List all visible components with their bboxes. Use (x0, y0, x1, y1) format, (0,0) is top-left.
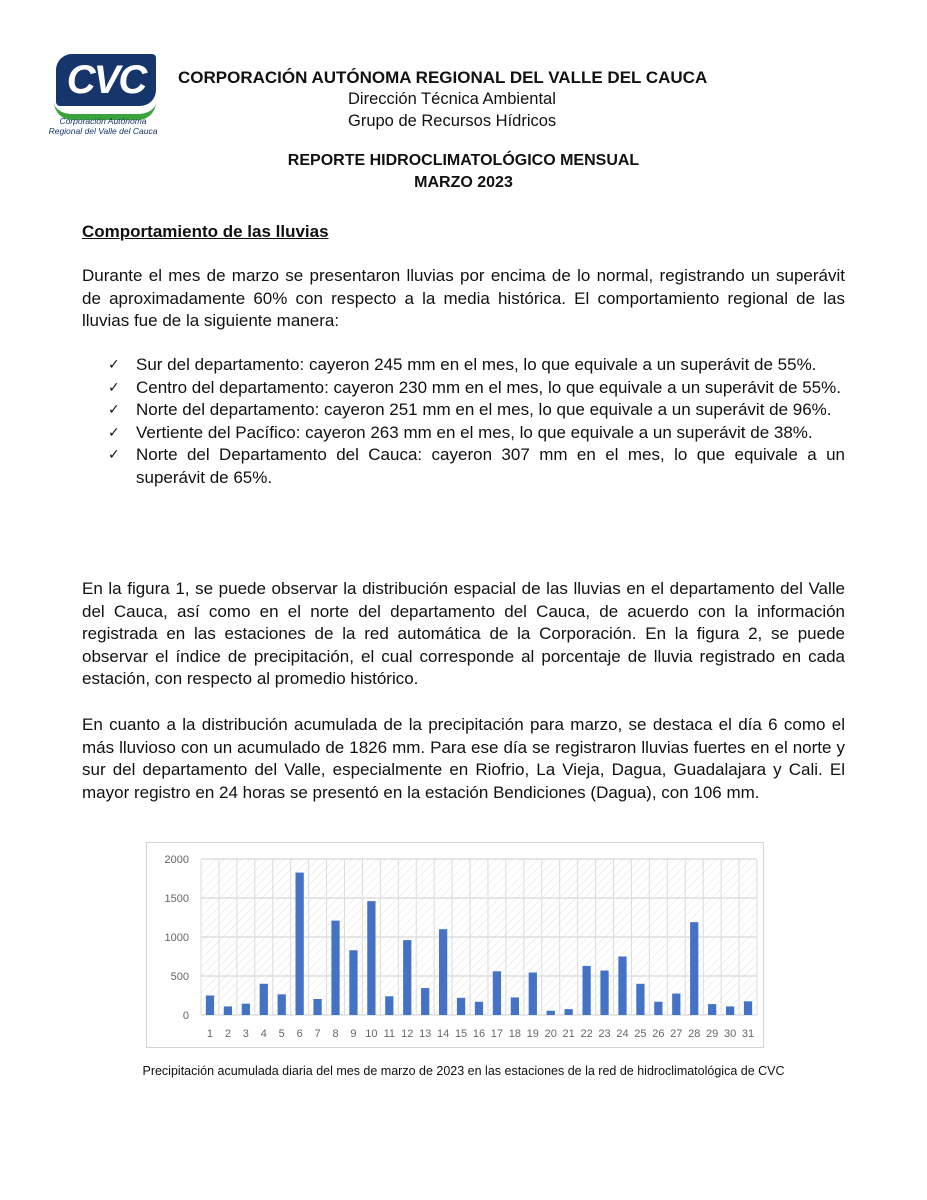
check-icon: ✓ (108, 447, 120, 463)
regional-rainfall-list (108, 354, 845, 489)
y-tick-labels (165, 854, 189, 1022)
accumulated-paragraph: En cuanto a la distribución acumulada de la precipitación para marzo, se destaca el día 6 como el más lluvioso con un acumulado de 1826 mm. Para ese día se registraron lluvias fuertes en el norte y sur del departamento del Valle, especialmente en Riofrio, La Vieja, Dagua, Guadalajara y Cali. El mayor registro en 24 horas se presentó en la estación Bendiciones (Dagua), con 106 mm. (82, 715, 845, 802)
x-tick-label: 1 (206, 1028, 214, 1040)
x-tick-label: 6 (296, 1028, 303, 1040)
list-item-text: Centro del departamento: cayeron 230 mm en el mes, lo que equivale a un superávit de 55%. (136, 377, 841, 397)
x-tick-label: 3 (242, 1028, 249, 1040)
bar-day-25 (636, 984, 644, 1015)
bar-day-8 (331, 921, 339, 1015)
x-tick-label: 11 (383, 1028, 396, 1040)
section-title: Comportamiento de las lluvias (82, 222, 329, 241)
bar-day-16 (475, 1002, 483, 1015)
figures-paragraph: En la figura 1, se puede observar la distribución espacial de las lluvias en el departamento del Valle del Cauca, así como en el norte del departamento del Cauca, de acuerdo con la información registrada en las estaciones de la red automática de la Corporación. En la figura 2, se puede observar el índice de precipitación, el cual corresponde al porcentaje de lluvia registrado en cada estación, con respecto al promedio histórico. (82, 579, 845, 688)
list-item-text: Norte del Departamento del Cauca: cayeron 307 mm en el mes, lo que equivale a un superávit de 65%. (136, 445, 845, 487)
list-item-text: Vertiente del Pacífico: cayeron 263 mm en el mes, lo que equivale a un superávit de 38%. (136, 422, 813, 442)
bar-day-26 (654, 1002, 662, 1015)
report-period: MARZO 2023 (414, 174, 513, 191)
list-item (108, 399, 845, 422)
chart-caption: Precipitación acumulada diaria del mes de marzo de 2023 en las estaciones de la red de hidroclimatológica de CVC (142, 1064, 785, 1078)
x-tick-label: 22 (580, 1028, 593, 1040)
chart-svg (147, 843, 763, 1047)
report-title: REPORTE HIDROCLIMATOLÓGICO MENSUAL (287, 152, 640, 169)
logo-subtitle-line2: Regional del Valle del Cauca (48, 126, 158, 136)
bar-day-4 (260, 984, 268, 1015)
x-tick-label: 14 (437, 1028, 450, 1040)
x-tick-labels (207, 1028, 754, 1040)
x-tick-label: 24 (616, 1028, 629, 1040)
bar-day-29 (708, 1004, 716, 1015)
bar-day-1 (206, 996, 214, 1016)
daily-precipitation-chart (146, 842, 764, 1048)
x-tick-label: 30 (723, 1028, 737, 1040)
check-icon: ✓ (108, 402, 120, 418)
x-tick-label: 19 (526, 1028, 539, 1040)
bar-day-28 (690, 922, 698, 1015)
bar-day-21 (565, 1009, 573, 1015)
x-tick-label: 12 (401, 1028, 414, 1040)
list-item (108, 422, 845, 445)
bar-day-9 (349, 950, 357, 1015)
logo-subtitle (48, 116, 158, 136)
x-tick-label: 21 (562, 1028, 575, 1040)
check-icon: ✓ (108, 379, 120, 396)
bar-day-6 (296, 873, 304, 1015)
bar-day-31 (744, 1001, 752, 1015)
bar-day-20 (547, 1011, 555, 1015)
bar-day-10 (367, 901, 375, 1015)
x-tick-label: 31 (741, 1028, 755, 1040)
x-tick-label: 18 (508, 1028, 521, 1040)
list-item (108, 354, 845, 377)
bar-day-23 (600, 971, 608, 1015)
y-tick-label: 0 (182, 1010, 189, 1022)
cvc-logo (48, 52, 158, 142)
logo-text: CVC (66, 58, 146, 102)
y-tick-label: 2000 (164, 854, 189, 866)
x-tick-label: 4 (260, 1028, 267, 1040)
bar-day-12 (403, 940, 411, 1015)
list-item (108, 444, 845, 489)
list-item (108, 377, 845, 400)
x-tick-label: 8 (332, 1028, 339, 1040)
bar-day-27 (672, 994, 680, 1015)
x-tick-label: 27 (670, 1028, 683, 1040)
organization-name: CORPORACIÓN AUTÓNOMA REGIONAL DEL VALLE DEL CAUCA (178, 68, 708, 87)
list-item-text: Sur del departamento: cayeron 245 mm en el mes, lo que equivale a un superávit de 55%. (136, 355, 817, 374)
x-tick-label: 10 (365, 1028, 378, 1040)
bar-day-13 (421, 988, 429, 1015)
bar-day-5 (278, 994, 286, 1015)
x-tick-label: 7 (314, 1028, 321, 1040)
x-tick-label: 29 (706, 1028, 719, 1040)
list-item-text: Norte del departamento: cayeron 251 mm en el mes, lo que equivale a un superávit de 96%. (136, 400, 832, 419)
x-tick-label: 16 (472, 1028, 486, 1040)
y-tick-label: 1500 (164, 893, 189, 905)
bar-day-30 (726, 1006, 734, 1015)
bar-day-2 (224, 1006, 232, 1015)
x-tick-label: 26 (652, 1028, 665, 1040)
x-tick-label: 5 (278, 1028, 285, 1040)
y-tick-label: 1000 (164, 932, 189, 944)
bar-day-18 (511, 997, 519, 1015)
bar-day-17 (493, 971, 501, 1015)
x-tick-label: 15 (454, 1028, 468, 1040)
bar-day-22 (582, 966, 590, 1015)
bar-day-3 (242, 1004, 250, 1015)
bar-day-14 (439, 929, 447, 1015)
bar-day-19 (529, 972, 537, 1015)
logo-subtitle-line1: Corporación Autónoma (59, 116, 147, 126)
x-tick-label: 17 (490, 1028, 504, 1040)
x-tick-label: 23 (598, 1028, 611, 1040)
x-tick-label: 28 (688, 1028, 701, 1040)
x-tick-label: 9 (350, 1028, 357, 1040)
x-tick-label: 25 (634, 1028, 647, 1040)
x-tick-label: 20 (544, 1028, 557, 1040)
bar-day-11 (385, 996, 393, 1015)
group-name: Grupo de Recursos Hídricos (348, 112, 557, 130)
check-icon: ✓ (108, 424, 120, 441)
bar-day-15 (457, 998, 465, 1015)
intro-paragraph: Durante el mes de marzo se presentaron lluvias por encima de lo normal, registrando un superávit de aproximadamente 60% con respecto a la media histórica. El comportamiento regional de las lluvias fue de la siguiente manera: (82, 266, 845, 330)
bar-day-7 (313, 999, 321, 1015)
y-tick-label: 500 (170, 971, 189, 983)
check-icon: ✓ (108, 357, 120, 373)
x-tick-label: 13 (419, 1028, 432, 1040)
x-tick-label: 2 (224, 1028, 231, 1040)
bar-day-24 (618, 957, 626, 1016)
direction-name: Dirección Técnica Ambiental (348, 90, 556, 108)
